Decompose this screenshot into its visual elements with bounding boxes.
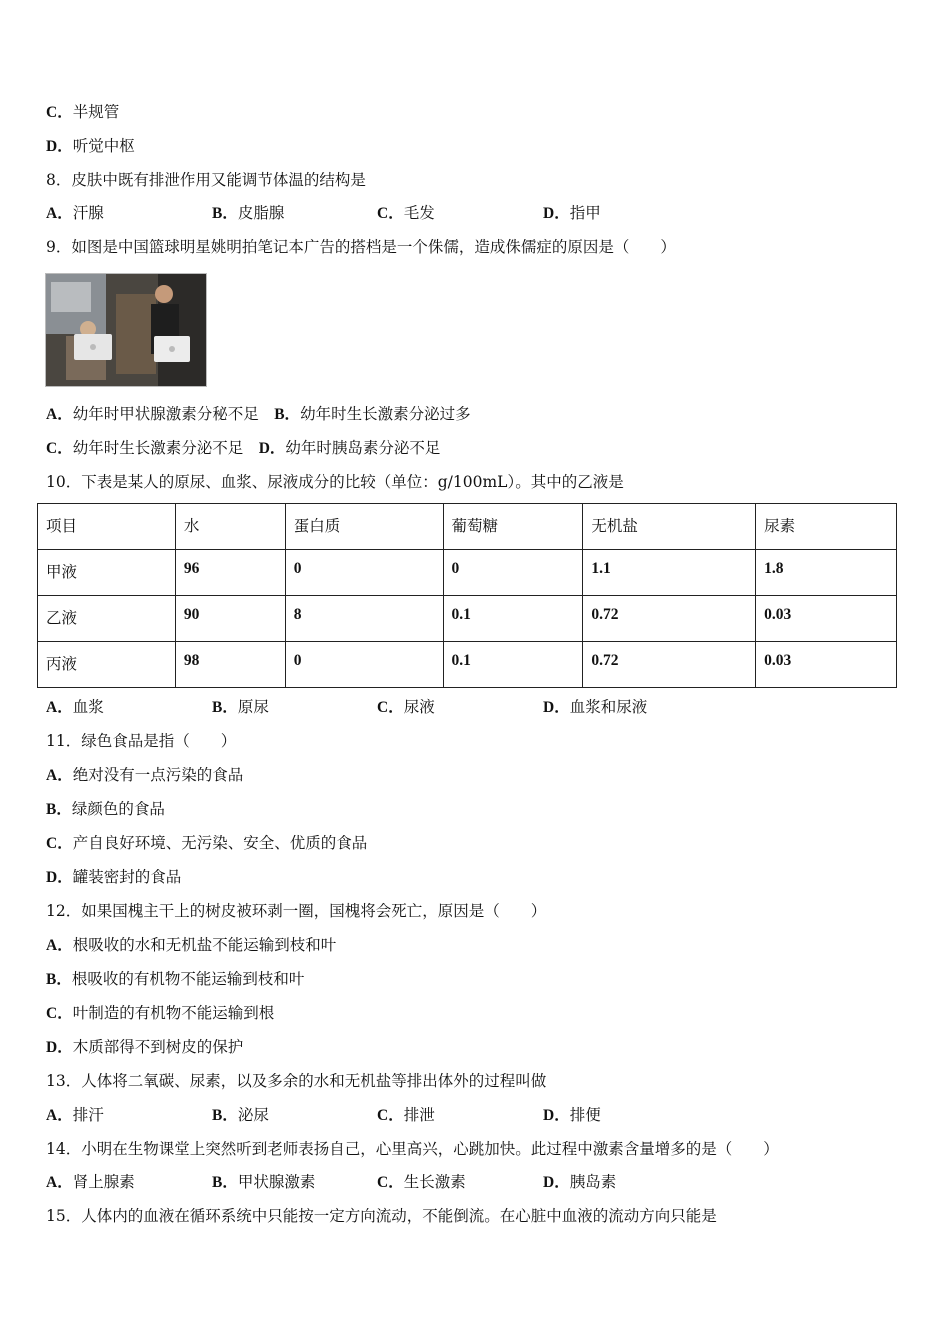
q13-stem: 13．人体将二氧碳、尿素，以及多余的水和无机盐等排出体外的过程叫做 (46, 1072, 547, 1090)
q14-option-b: B．甲状腺激素 (212, 1173, 316, 1191)
table-cell: 丙液 (38, 642, 176, 688)
q13-option-d: D．排便 (543, 1106, 601, 1124)
q12-option-d: D．木质部得不到树皮的保护 (46, 1038, 244, 1056)
q13-option-b: B．泌尿 (212, 1106, 269, 1124)
q10-option-c: C．尿液 (377, 698, 435, 716)
q13-option-c: C．排泄 (377, 1106, 435, 1124)
table-cell: 0 (285, 550, 443, 596)
q12-option-c: C．叶制造的有机物不能运输到根 (46, 1004, 275, 1022)
table-row (38, 642, 897, 688)
q8-stem: 8．皮肤中既有排泄作用又能调节体温的结构是 (46, 171, 366, 189)
q8-option-b: B．皮脂腺 (212, 204, 285, 222)
q8-option-a: A．汗腺 (46, 204, 104, 222)
table-header: 水 (175, 504, 285, 550)
q13-option-a: A．排汗 (46, 1106, 104, 1124)
table-cell: 甲液 (38, 550, 176, 596)
q10-option-a: A．血浆 (46, 698, 104, 716)
table-header: 项目 (38, 504, 176, 550)
q11-stem: 11．绿色食品是指（ ） (46, 732, 237, 750)
table-cell: 8 (285, 596, 443, 642)
q11-option-b: B．绿颜色的食品 (46, 800, 165, 818)
table-header: 尿素 (756, 504, 897, 550)
q9-options-cd: C．幼年时生长激素分泌不足 D．幼年时胰岛素分泌不足 (46, 439, 441, 457)
table-cell: 0.1 (443, 596, 583, 642)
table-cell: 乙液 (38, 596, 176, 642)
table-cell: 0.72 (583, 596, 756, 642)
q8-option-d: D．指甲 (543, 204, 601, 222)
table-header-row (38, 504, 897, 550)
table-row (38, 596, 897, 642)
table-cell: 90 (175, 596, 285, 642)
composition-table (37, 503, 897, 688)
q12-option-a: A．根吸收的水和无机盐不能运输到枝和叶 (46, 936, 337, 954)
table-header: 葡萄糖 (443, 504, 583, 550)
q14-option-a: A．肾上腺素 (46, 1173, 135, 1191)
table-cell: 0.03 (756, 596, 897, 642)
q12-option-b: B．根吸收的有机物不能运输到枝和叶 (46, 970, 305, 988)
table-cell: 1.1 (583, 550, 756, 596)
table-cell: 0.03 (756, 642, 897, 688)
q7-option-c: C．半规管 (46, 103, 120, 121)
table-cell: 96 (175, 550, 285, 596)
q8-option-c: C．毛发 (377, 204, 435, 222)
q10-option-d: D．血浆和尿液 (543, 698, 648, 716)
table-cell: 98 (175, 642, 285, 688)
table-cell: 0 (285, 642, 443, 688)
laptop-ad-photo (45, 273, 207, 387)
q9-options-ab: A．幼年时甲状腺激素分秘不足 B．幼年时生长激素分泌过多 (46, 405, 471, 423)
table-cell: 1.8 (756, 550, 897, 596)
q14-option-c: C．生长激素 (377, 1173, 466, 1191)
q9-stem: 9．如图是中国篮球明星姚明拍笔记本广告的搭档是一个侏儒，造成侏儒症的原因是（ ） (46, 238, 676, 256)
table-row (38, 550, 897, 596)
table-header: 无机盐 (583, 504, 756, 550)
q11-option-c: C．产自良好环境、无污染、安全、优质的食品 (46, 834, 368, 852)
q14-stem: 14．小明在生物课堂上突然听到老师表扬自己，心里高兴，心跳加快。此过程中激素含量增多的是（ ） (46, 1140, 779, 1158)
q12-stem: 12．如果国槐主干上的树皮被环剥一圈，国槐将会死亡，原因是（ ） (46, 902, 547, 920)
q10-stem: 10．下表是某人的原尿、血浆、尿液成分的比较（单位：g/100mL）。其中的乙液是 (46, 473, 624, 491)
q11-option-d: D．罐装密封的食品 (46, 868, 182, 886)
q11-option-a: A．绝对没有一点污染的食品 (46, 766, 244, 784)
table-header: 蛋白质 (285, 504, 443, 550)
q14-option-d: D．胰岛素 (543, 1173, 617, 1191)
q15-stem: 15．人体内的血液在循环系统中只能按一定方向流动，不能倒流。在心脏中血液的流动方向只能是 (46, 1207, 717, 1225)
table-cell: 0 (443, 550, 583, 596)
q7-option-d: D．听觉中枢 (46, 137, 135, 155)
table-cell: 0.1 (443, 642, 583, 688)
laptop-ad-illustration (46, 274, 206, 386)
q10-option-b: B．原尿 (212, 698, 269, 716)
table-cell: 0.72 (583, 642, 756, 688)
